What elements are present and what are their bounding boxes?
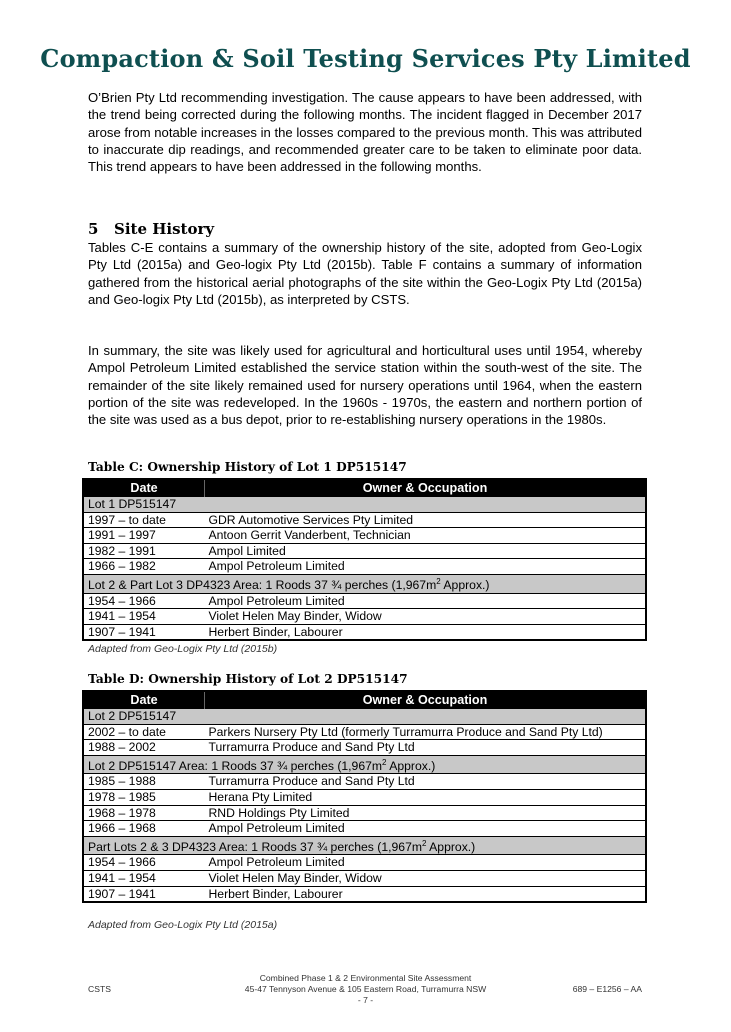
group-label bbox=[83, 755, 646, 774]
owner-cell: Herbert Binder, Labourer bbox=[205, 624, 647, 640]
owner-cell: Herana Pty Limited bbox=[205, 790, 647, 806]
table-row bbox=[83, 821, 646, 837]
group-row bbox=[83, 574, 646, 593]
table-row bbox=[83, 855, 646, 871]
owner-cell: Ampol Petroleum Limited bbox=[205, 821, 647, 837]
group-row bbox=[83, 755, 646, 774]
table-row bbox=[83, 774, 646, 790]
company-header: Compaction & Soil Testing Services Pty Limited bbox=[40, 44, 691, 73]
date-cell: 1941 – 1954 bbox=[83, 609, 205, 625]
date-cell: 1985 – 1988 bbox=[83, 774, 205, 790]
owner-cell: Ampol Limited bbox=[205, 543, 647, 559]
table-row bbox=[83, 512, 646, 528]
table-d-source: Adapted from Geo-Logix Pty Ltd (2015a) bbox=[88, 919, 278, 931]
col-owner-header: Owner & Occupation bbox=[205, 691, 647, 709]
footer-left: CSTS bbox=[88, 984, 111, 994]
owner-cell: Ampol Petroleum Limited bbox=[205, 559, 647, 575]
date-cell: 1954 – 1966 bbox=[83, 855, 205, 871]
site-history-paragraph-1: Tables C-E contains a summary of the ownership history of the site, adopted from Geo-Logix Pty Ltd (2015a) and Geo-logix Pty Ltd (2015b). Table F contains a summary of information gathered from the historical aerial photographs of the site within the Geo-Logix Pty Ltd (2015a) and Geo-logix Pty Ltd (2015b), as interpreted by CSTS. bbox=[88, 240, 642, 307]
footer-doc-title: Combined Phase 1 & 2 Environmental Site Assessment bbox=[259, 973, 472, 983]
group-label-text: Lot 2 DP515147 Area: 1 Roods 37 ¾ perches (1,967m bbox=[88, 758, 383, 773]
date-cell: 1968 – 1978 bbox=[83, 805, 205, 821]
section-heading bbox=[88, 220, 214, 238]
date-cell: 1954 – 1966 bbox=[83, 593, 205, 609]
group-row bbox=[83, 709, 646, 725]
footer-right: 689 – E1256 – AA bbox=[572, 984, 642, 994]
section-number: 5 bbox=[88, 220, 99, 238]
footer-address: 45-47 Tennyson Avenue & 105 Eastern Road, Turramurra NSW bbox=[244, 984, 487, 994]
table-row bbox=[83, 543, 646, 559]
footer-center bbox=[180, 973, 551, 1006]
table-header-row bbox=[83, 691, 646, 709]
group-label-text-end: Approx.) bbox=[426, 839, 476, 854]
owner-cell: Parkers Nursery Pty Ltd (formerly Turramurra Produce and Sand Pty Ltd) bbox=[205, 724, 647, 740]
owner-cell: RND Holdings Pty Limited bbox=[205, 805, 647, 821]
group-label: Lot 1 DP515147 bbox=[83, 497, 646, 513]
col-date-header: Date bbox=[83, 479, 205, 497]
owner-cell: Ampol Petroleum Limited bbox=[205, 855, 647, 871]
date-cell: 2002 – to date bbox=[83, 724, 205, 740]
table-c-caption: Table C: Ownership History of Lot 1 DP515147 bbox=[88, 460, 407, 474]
owner-cell: Violet Helen May Binder, Widow bbox=[205, 609, 647, 625]
owner-cell: Antoon Gerrit Vanderbent, Technician bbox=[205, 528, 647, 544]
group-row bbox=[83, 836, 646, 855]
date-cell: 1991 – 1997 bbox=[83, 528, 205, 544]
date-cell: 1988 – 2002 bbox=[83, 740, 205, 756]
group-label-text: Part Lots 2 & 3 DP4323 Area: 1 Roods 37 ¾ perches (1,967m bbox=[88, 839, 423, 854]
table-row bbox=[83, 624, 646, 640]
owner-cell: Ampol Petroleum Limited bbox=[205, 593, 647, 609]
date-cell: 1982 – 1991 bbox=[83, 543, 205, 559]
superscript: 2 bbox=[422, 838, 427, 848]
group-label bbox=[83, 574, 646, 593]
owner-cell: Turramurra Produce and Sand Pty Ltd bbox=[205, 774, 647, 790]
table-header-row bbox=[83, 479, 646, 497]
date-cell: 1941 – 1954 bbox=[83, 871, 205, 887]
table-c-source: Adapted from Geo-Logix Pty Ltd (2015b) bbox=[88, 643, 278, 655]
owner-cell: Turramurra Produce and Sand Pty Ltd bbox=[205, 740, 647, 756]
table-d bbox=[82, 690, 647, 903]
table-row bbox=[83, 871, 646, 887]
owner-cell: GDR Automotive Services Pty Limited bbox=[205, 512, 647, 528]
col-owner-header: Owner & Occupation bbox=[205, 479, 647, 497]
col-date-header: Date bbox=[83, 691, 205, 709]
date-cell: 1907 – 1941 bbox=[83, 624, 205, 640]
table-row bbox=[83, 593, 646, 609]
owner-cell: Herbert Binder, Labourer bbox=[205, 886, 647, 902]
group-row bbox=[83, 497, 646, 513]
date-cell: 1907 – 1941 bbox=[83, 886, 205, 902]
page-number: - 7 - bbox=[357, 995, 374, 1005]
table-d-caption: Table D: Ownership History of Lot 2 DP515147 bbox=[88, 672, 408, 686]
intro-paragraph: O’Brien Pty Ltd recommending investigation. The cause appears to have been addressed, with the trend being corrected during the following months. The incident flagged in December 2017 arose from notable increases in the losses compared to the previous month. This was attributed to inaccurate dip readings, and recommended greater care to be taken to eliminate poor data. This trend appears to have been addressed in the following months. bbox=[88, 90, 642, 175]
group-label-text-end: Approx.) bbox=[440, 578, 490, 593]
group-label bbox=[83, 836, 646, 855]
section-title: Site History bbox=[114, 220, 215, 238]
group-label: Lot 2 DP515147 bbox=[83, 709, 646, 725]
table-row bbox=[83, 790, 646, 806]
table-row bbox=[83, 740, 646, 756]
group-label-text: Lot 2 & Part Lot 3 DP4323 Area: 1 Roods 37 ¾ perches (1,967m bbox=[88, 578, 437, 593]
date-cell: 1978 – 1985 bbox=[83, 790, 205, 806]
table-row bbox=[83, 609, 646, 625]
site-history-paragraph-2: In summary, the site was likely used for agricultural and horticultural uses until 1954, whereby Ampol Petroleum Limited established the service station within the south-west of the site. The remainder of the site likely remained used for nursery operations until 1964, when the eastern portion of the site was redeveloped. In the 1960s - 1970s, the eastern and northern portion of the site was used as a bus depot, prior to re-establishing nursery operations in the 1980s. bbox=[88, 343, 642, 428]
table-row bbox=[83, 559, 646, 575]
superscript: 2 bbox=[436, 576, 441, 586]
table-row bbox=[83, 886, 646, 902]
date-cell: 1966 – 1968 bbox=[83, 821, 205, 837]
table-row bbox=[83, 724, 646, 740]
owner-cell: Violet Helen May Binder, Widow bbox=[205, 871, 647, 887]
date-cell: 1997 – to date bbox=[83, 512, 205, 528]
table-c bbox=[82, 478, 647, 641]
table-row bbox=[83, 528, 646, 544]
date-cell: 1966 – 1982 bbox=[83, 559, 205, 575]
superscript: 2 bbox=[382, 757, 387, 767]
group-label-text-end: Approx.) bbox=[386, 758, 436, 773]
table-row bbox=[83, 805, 646, 821]
